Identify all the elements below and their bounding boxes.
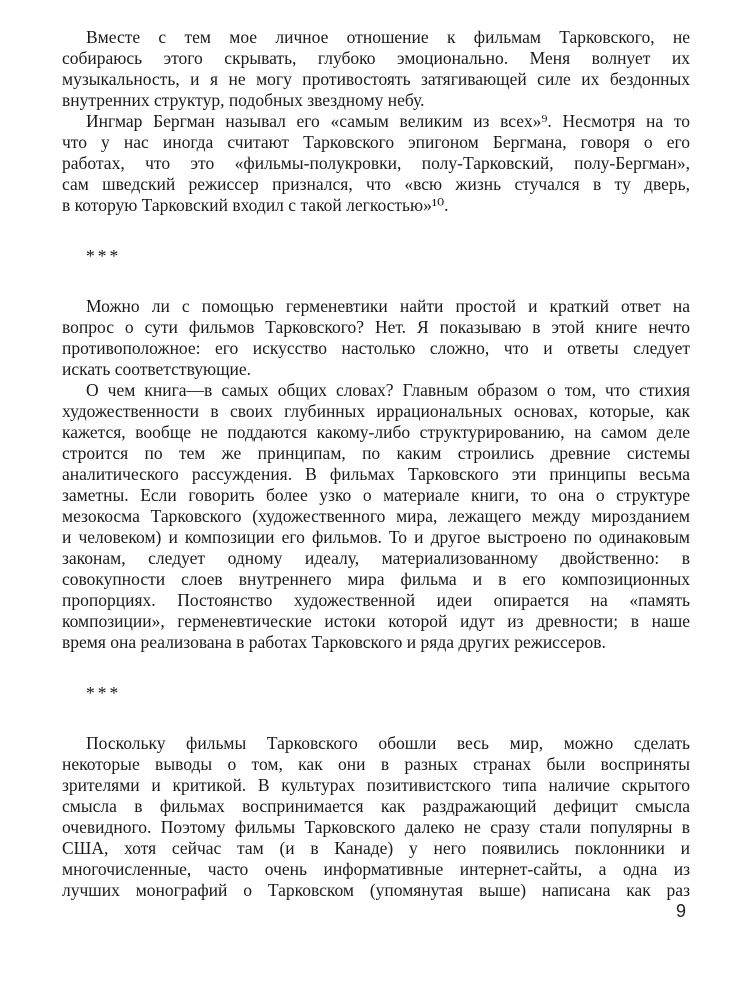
- text-line: заметны. Если говорить более узко о материале книги, то она о структуре: [62, 485, 690, 505]
- text-column: [62, 27, 690, 901]
- text-line: внутренних структур, подобных звездному небу.: [62, 90, 425, 110]
- text-line: собираюсь этого скрывать, глубоко эмоционально. Меня волнует их: [62, 48, 690, 68]
- paragraph: [62, 296, 690, 380]
- text-line: очевидного. Поэтому фильмы Тарковского далеко не сразу стали популярны в: [62, 817, 690, 837]
- text-line: Ингмар Бергман называл его «самым великим из всех»⁹. Несмотря на то: [86, 111, 690, 131]
- text-line: музыкальность, и я не могу противостоять затягивающей силе их бездонных: [62, 69, 690, 89]
- paragraph: [62, 380, 690, 653]
- text-line: Поскольку фильмы Тарковского обошли весь мир, можно сделать: [86, 733, 690, 753]
- section-separator: ***: [86, 683, 122, 703]
- text-line: противоположное: его искусство настолько сложно, что и ответы следует: [62, 338, 690, 358]
- text-line: сам шведский режиссер признался, что «всю жизнь стучался в ту дверь,: [62, 174, 690, 194]
- text-line: мезокосма Тарковского (художественного мира, лежащего между мирозданием: [62, 506, 690, 526]
- text-line: США, хотя сейчас там (и в Канаде) у него появились поклонники и: [62, 838, 690, 858]
- text-line: законам, следует одному идеалу, материализованному двойственно: в: [62, 548, 690, 568]
- text-line: кажется, вообще не поддаются какому-либо структурированию, на самом деле: [62, 422, 690, 442]
- text-line: совокупности слоев внутреннего мира фильма и в его композиционных: [62, 569, 690, 589]
- page-number: 9: [675, 901, 686, 921]
- text-line: лучших монографий о Тарковском (упомянутая выше) написана как раз: [62, 880, 690, 900]
- text-line: искать соответствующие.: [62, 359, 252, 379]
- text-line: в которую Тарковский входил с такой легкостью»¹⁰.: [62, 195, 449, 215]
- text-line: художественности в своих глубинных иррациональных основах, которые, как: [62, 401, 690, 421]
- text-line: композиции», герменевтические истоки которой идут из древности; в наше: [62, 611, 690, 631]
- text-line: аналитического рассуждения. В фильмах Тарковского эти принципы весьма: [62, 464, 690, 484]
- paragraph: [62, 27, 690, 111]
- text-line: зрителями и критикой. В культурах позитивистского типа наличие скрытого: [62, 775, 690, 795]
- text-line: пропорциях. Постоянство художественной идеи опирается на «память: [62, 590, 690, 610]
- text-line: строится по тем же принципам, по каким строились древние системы: [62, 443, 690, 463]
- text-line: вопрос о сути фильмов Тарковского? Нет. Я показываю в этой книге нечто: [62, 317, 690, 337]
- text-line: Вместе с тем мое личное отношение к фильмам Тарковского, не: [86, 27, 690, 47]
- text-line: О чем книга—в самых общих словах? Главным образом о том, что стихия: [86, 380, 690, 400]
- text-line: Можно ли с помощью герменевтики найти простой и краткий ответ на: [86, 296, 690, 316]
- paragraph: [62, 733, 690, 901]
- text-line: что у нас иногда считают Тарковского эпигоном Бергмана, говоря о его: [62, 132, 690, 152]
- text-line: смысла в фильмах воспринимается как раздражающий дефицит смысла: [62, 796, 690, 816]
- paragraph: [62, 111, 690, 216]
- text-line: время она реализована в работах Тарковского и ряда других режиссеров.: [62, 632, 606, 652]
- text-line: работах, что это «фильмы-полукровки, полу-Тарковский, полу-Бергман»,: [62, 153, 690, 173]
- text-line: и человеком) и композиции его фильмов. То и другое выстроено по одинаковым: [62, 527, 690, 547]
- text-line: многочисленные, часто очень информативные интернет-сайты, а одна из: [62, 859, 690, 879]
- section-separator: ***: [86, 246, 122, 266]
- text-line: некоторые выводы о том, как они в разных странах были восприняты: [62, 754, 690, 774]
